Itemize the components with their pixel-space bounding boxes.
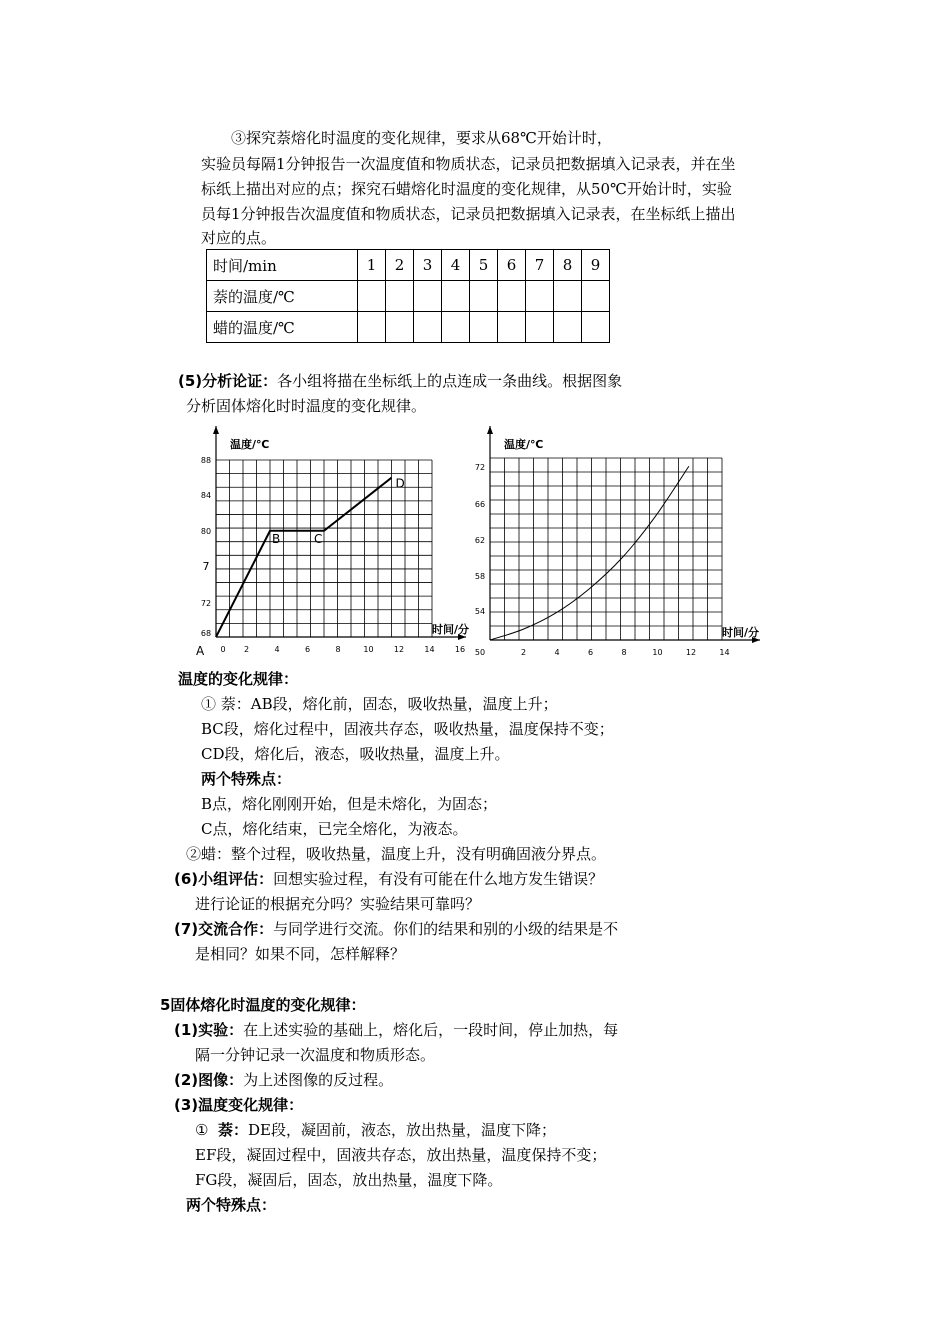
minute-cell: 7: [526, 250, 554, 281]
x-tick-label: 12: [393, 645, 405, 654]
point-label: A: [196, 644, 205, 658]
table-row: [207, 250, 610, 281]
share-heading: (7)交流合作：: [174, 920, 274, 938]
x-tick-label: 2: [243, 645, 250, 654]
empty-cell: [582, 281, 610, 312]
empty-cell: [470, 281, 498, 312]
empty-cell: [554, 281, 582, 312]
y-tick-label: 7: [202, 560, 210, 573]
section5-exp-heading: (1)实验：: [174, 1021, 244, 1039]
minute-cell: 2: [386, 250, 414, 281]
minute-cell: 4: [442, 250, 470, 281]
empty-cell: [498, 312, 526, 343]
empty-cell: [442, 312, 470, 343]
x-tick-label: 8: [621, 648, 627, 657]
y-tick-label: 54: [474, 607, 486, 616]
y-axis-arrow-icon: [487, 426, 493, 434]
analysis-text-2: 分析固体熔化时时温度的变化规律。: [186, 397, 427, 415]
x-tick-label: 12: [685, 648, 697, 657]
y-tick-label: 62: [474, 536, 486, 545]
section5-img-line: [174, 1070, 393, 1090]
wax-melting-chart: [460, 420, 780, 660]
point-label: C: [314, 531, 323, 546]
y-tick-label: 72: [474, 463, 486, 472]
minute-cell: 1: [358, 250, 386, 281]
x-tick-label: 14: [424, 645, 435, 654]
y-tick-label: 66: [474, 500, 486, 509]
point-label: B: [272, 531, 281, 546]
table-row: [207, 281, 610, 312]
intro-line-5: 对应的点。: [201, 229, 277, 247]
rules-line-1: ① 萘：AB段，熔化前，固态，吸收热量，温度上升；: [201, 695, 558, 713]
section5-rule-1-bold: 萘：: [218, 1121, 249, 1139]
empty-cell: [358, 281, 386, 312]
y-axis-arrow-icon: [213, 426, 219, 434]
intro-line-4: 员每1分钟报告次温度值和物质状态，记录员把数据填入记录表，在坐标纸上描出: [201, 205, 736, 223]
rules-line-6: ②蜡：整个过程，吸收热量，温度上升，没有明确固液分界点。: [186, 845, 607, 863]
empty-cell: [582, 312, 610, 343]
section5-exp-text-1: 在上述实验的基础上，熔化后，一段时间，停止加热，每: [243, 1021, 619, 1039]
eval-text-1: 回想实验过程，有没有可能在什么地方发生错误？: [273, 870, 604, 888]
x-tick-label: 0: [220, 645, 226, 654]
rules-line-2: BC段，熔化过程中，固液共存态，吸收热量，温度保持不变；: [201, 720, 614, 738]
y-axis-label: 温度/℃: [504, 438, 544, 451]
rules-line-4: B点，熔化刚刚开始，但是未熔化，为固态；: [201, 795, 498, 813]
naphthalene-melting-chart: [180, 420, 480, 660]
section5-img-text: 为上述图像的反过程。: [243, 1071, 394, 1089]
record-table: [206, 249, 610, 343]
y-tick-label: 72: [200, 599, 212, 608]
share-text-2: 是相同？如果不同，怎样解释？: [195, 945, 406, 963]
table-row: [207, 312, 610, 343]
section5-rule-1-text: DE段，凝固前，液态，放出热量，温度下降；: [248, 1121, 556, 1139]
wax-row-label: 蜡的温度/℃: [207, 312, 358, 343]
intro-line-2: 实验员每隔1分钟报告一次温度值和物质状态，记录员把数据填入记录表，并在坐: [201, 155, 736, 173]
empty-cell: [414, 312, 442, 343]
intro-line-1: ③探究萘熔化时温度的变化规律，要求从68℃开始计时，: [231, 129, 612, 147]
y-tick-label: 58: [474, 572, 486, 581]
section5-heading: 5固体熔化时温度的变化规律：: [160, 996, 366, 1014]
section5-exp-line-1: [174, 1020, 618, 1040]
minute-cell: 9: [582, 250, 610, 281]
empty-cell: [526, 281, 554, 312]
eval-text-2: 进行论证的根据充分吗？实验结果可靠吗？: [195, 895, 481, 913]
minute-cell: 3: [414, 250, 442, 281]
x-tick-label: 8: [335, 645, 341, 654]
y-axis-label: 温度/℃: [230, 438, 270, 451]
eval-heading: (6)小组评估：: [174, 870, 274, 888]
section5-special-heading: 两个特殊点：: [186, 1196, 277, 1214]
empty-cell: [386, 312, 414, 343]
x-tick-label: 4: [554, 648, 560, 657]
section5-rule-1: [195, 1120, 556, 1140]
naphthalene-row-label: 萘的温度/℃: [207, 281, 358, 312]
x-tick-label: 50: [474, 648, 486, 657]
section5-img-heading: (2)图像：: [174, 1071, 244, 1089]
x-tick-label: 10: [363, 645, 374, 654]
section5-rule-1-prefix: ①: [195, 1121, 209, 1139]
rules-special-heading: 两个特殊点：: [201, 770, 292, 788]
section5-exp-text-2: 隔一分钟记录一次温度和物质形态。: [195, 1046, 436, 1064]
empty-cell: [358, 312, 386, 343]
x-tick-label: 4: [274, 645, 280, 654]
eval-line-1: [174, 869, 603, 889]
share-text-1: 与同学进行交流。你们的结果和别的小级的结果是不: [273, 920, 619, 938]
empty-cell: [526, 312, 554, 343]
empty-cell: [414, 281, 442, 312]
x-tick-label: 2: [520, 648, 527, 657]
section5-rule-2: EF段，凝固过程中，固液共存态，放出热量，温度保持不变；: [195, 1146, 607, 1164]
x-axis-label: 时间/分: [432, 623, 470, 636]
rules-line-5: C点，熔化结束，已完全熔化，为液态。: [201, 820, 468, 838]
analysis-heading: (5)分析论证：: [178, 372, 278, 390]
point-label: D: [395, 476, 405, 491]
empty-cell: [470, 312, 498, 343]
x-tick-label: 6: [587, 648, 594, 657]
empty-cell: [442, 281, 470, 312]
minute-cell: 8: [554, 250, 582, 281]
y-tick-label: 80: [200, 527, 212, 536]
analysis-line-1: [178, 371, 622, 391]
share-line-1: [174, 919, 618, 939]
x-axis-label: 时间/分: [722, 626, 760, 639]
empty-cell: [554, 312, 582, 343]
x-tick-label: 6: [304, 645, 311, 654]
series-line: [490, 466, 689, 640]
y-tick-label: 84: [200, 491, 212, 500]
section5-rule-heading: (3)温度变化规律：: [174, 1096, 304, 1114]
y-tick-label: 68: [200, 629, 212, 638]
empty-cell: [498, 281, 526, 312]
table-header-label: 时间/min: [207, 250, 358, 281]
rules-heading: 温度的变化规律：: [178, 670, 299, 688]
minute-cell: 5: [470, 250, 498, 281]
analysis-text-1: 各小组将描在坐标纸上的点连成一条曲线。根据图象: [277, 372, 623, 390]
x-tick-label: 14: [719, 648, 730, 657]
x-tick-label: 16: [454, 645, 466, 654]
empty-cell: [386, 281, 414, 312]
series-line: [216, 478, 392, 637]
intro-line-3: 标纸上描出对应的点；探究石蜡熔化时温度的变化规律，从50℃开始计时，实验: [201, 180, 732, 198]
x-tick-label: 10: [652, 648, 663, 657]
minute-cell: 6: [498, 250, 526, 281]
rules-line-3: CD段，熔化后，液态，吸收热量，温度上升。: [201, 745, 510, 763]
y-tick-label: 88: [200, 456, 212, 465]
section5-rule-3: FG段，凝固后，固态，放出热量，温度下降。: [195, 1171, 503, 1189]
